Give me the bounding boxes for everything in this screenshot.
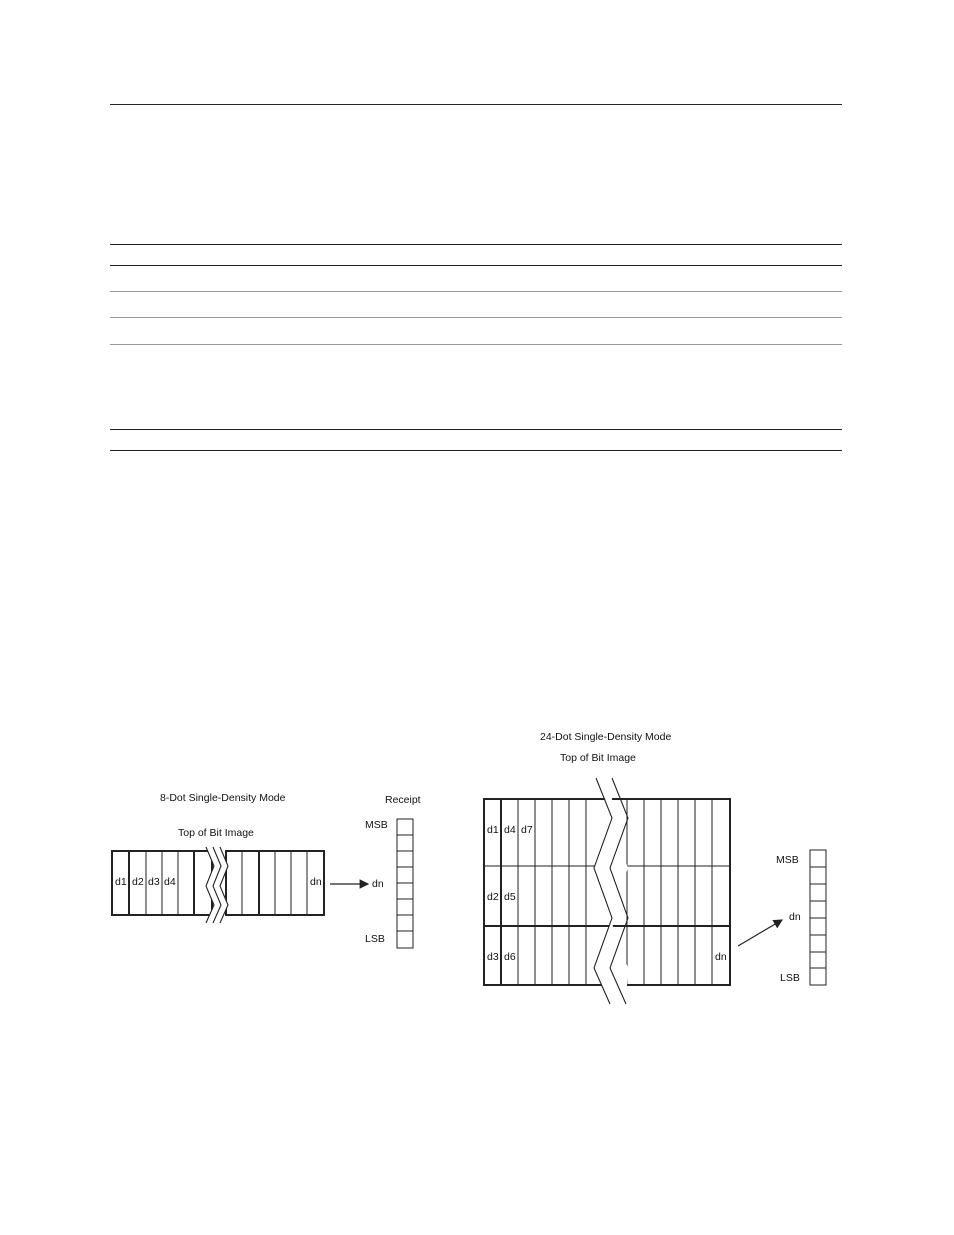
twentyfour-dot-top-label: Top of Bit Image [560,752,636,764]
eight-dot-cell-label: d2 [132,876,144,888]
eight-dot-cell-label: d3 [148,876,160,888]
eight-dot-dn-arrow-label: dn [372,878,384,890]
eight-dot-lsb-label: LSB [365,933,385,945]
twentyfour-dot-arrow [738,920,782,946]
eight-dot-byte-column [397,819,413,948]
twentyfour-dot-lsb-label: LSB [780,972,800,984]
eight-dot-cell-label: d4 [164,876,176,888]
twentyfour-dot-break [594,778,628,1004]
receipt-label: Receipt [385,794,421,806]
eight-dot-dn-column-label: dn [310,876,322,888]
eight-dot-cell-label: d1 [115,876,127,888]
twentyfour-dot-dn-column-label: dn [715,951,727,963]
twentyfour-dot-cell-label: d1 [487,824,499,836]
twentyfour-dot-cell-label: d7 [521,824,533,836]
eight-dot-msb-label: MSB [365,819,388,831]
eight-dot-break [206,847,228,923]
eight-dot-top-label: Top of Bit Image [178,827,254,839]
twentyfour-dot-cell-label: d5 [504,891,516,903]
twentyfour-dot-cell-label: d2 [487,891,499,903]
twentyfour-dot-cell-label: d3 [487,951,499,963]
twentyfour-dot-cell-label: d4 [504,824,516,836]
twentyfour-dot-msb-label: MSB [776,854,799,866]
twentyfour-dot-cell-label: d6 [504,951,516,963]
twentyfour-dot-dn-arrow-label: dn [789,911,801,923]
eight-dot-strip-left [112,851,212,915]
twentyfour-dot-title: 24-Dot Single-Density Mode [540,731,672,743]
twentyfour-dot-byte-column [810,850,826,985]
eight-dot-title: 8-Dot Single-Density Mode [160,792,286,804]
